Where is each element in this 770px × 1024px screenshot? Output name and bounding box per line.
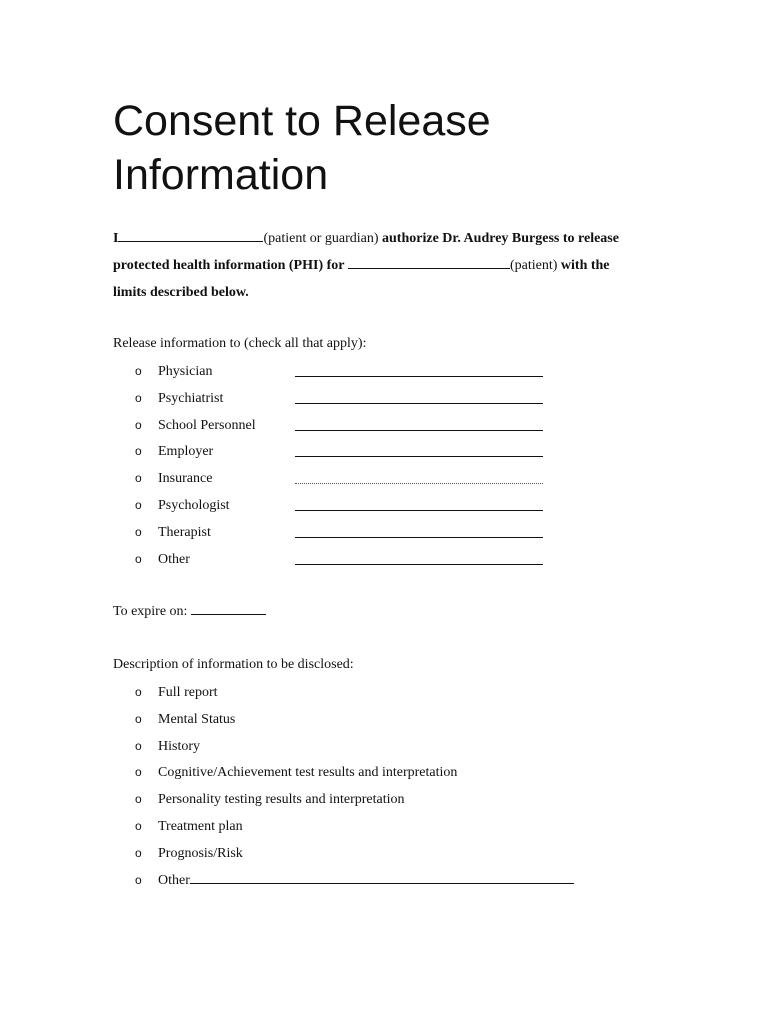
checkbox-bullet-icon[interactable]: o bbox=[135, 872, 142, 887]
phi-text: protected health information (PHI) for bbox=[113, 258, 345, 273]
checkbox-bullet-icon[interactable]: o bbox=[135, 364, 142, 378]
checkbox-bullet-icon[interactable]: o bbox=[135, 417, 142, 432]
limits-text: limits described below. bbox=[113, 285, 249, 300]
expire-label: To expire on: bbox=[113, 604, 188, 619]
option-label: School Personnel bbox=[158, 417, 256, 433]
release-to-list bbox=[135, 362, 595, 576]
expire-date-field[interactable] bbox=[191, 602, 266, 615]
option-label: Insurance bbox=[158, 471, 213, 487]
description-option-prognosis-risk[interactable] bbox=[135, 844, 595, 871]
release-option-therapist[interactable] bbox=[135, 523, 595, 550]
option-label: Other bbox=[158, 872, 190, 888]
checkbox-bullet-icon[interactable]: o bbox=[135, 711, 142, 726]
title-line-1: Consent to Release bbox=[113, 97, 491, 145]
checkbox-bullet-icon[interactable]: o bbox=[135, 524, 142, 539]
checkbox-bullet-icon[interactable]: o bbox=[135, 818, 142, 833]
checkbox-bullet-icon[interactable]: o bbox=[135, 738, 142, 753]
option-label: Prognosis/Risk bbox=[158, 845, 243, 861]
option-label: Personality testing results and interpretation bbox=[158, 792, 405, 808]
checkbox-bullet-icon[interactable]: o bbox=[135, 551, 142, 566]
option-label: Psychologist bbox=[158, 497, 230, 513]
employer-name-field[interactable] bbox=[295, 456, 543, 457]
description-option-other[interactable] bbox=[135, 871, 595, 898]
insurance-name-field[interactable] bbox=[295, 483, 543, 484]
description-option-treatment-plan[interactable] bbox=[135, 817, 595, 844]
authorization-paragraph bbox=[113, 225, 673, 306]
release-option-employer[interactable] bbox=[135, 442, 595, 469]
other-name-field[interactable] bbox=[295, 564, 543, 565]
checkbox-bullet-icon[interactable]: o bbox=[135, 685, 142, 699]
authorization-line-1 bbox=[113, 225, 673, 252]
option-label: History bbox=[158, 738, 200, 754]
option-label: Employer bbox=[158, 444, 214, 460]
description-option-cognitive-achievement[interactable] bbox=[135, 763, 595, 790]
option-label: Other bbox=[158, 551, 190, 567]
option-label: Physician bbox=[158, 364, 213, 379]
page-title bbox=[113, 94, 491, 202]
description-option-mental-status[interactable] bbox=[135, 710, 595, 737]
therapist-name-field[interactable] bbox=[295, 537, 543, 538]
release-option-psychologist[interactable] bbox=[135, 496, 595, 523]
release-option-physician[interactable] bbox=[135, 362, 595, 389]
description-heading: Description of information to be disclosed: bbox=[113, 657, 354, 672]
authorization-line-2 bbox=[113, 252, 673, 279]
description-list bbox=[135, 683, 595, 897]
description-option-full-report[interactable] bbox=[135, 683, 595, 710]
school-personnel-name-field[interactable] bbox=[295, 430, 543, 431]
expire-row bbox=[113, 602, 266, 621]
release-to-heading: Release information to (check all that apply): bbox=[113, 336, 367, 351]
checkbox-bullet-icon[interactable]: o bbox=[135, 471, 142, 486]
release-option-school-personnel[interactable] bbox=[135, 416, 595, 443]
checkbox-bullet-icon[interactable]: o bbox=[135, 765, 142, 780]
description-option-personality-testing[interactable] bbox=[135, 790, 595, 817]
option-label: Full report bbox=[158, 685, 218, 700]
option-label: Therapist bbox=[158, 524, 211, 540]
option-label: Psychiatrist bbox=[158, 390, 224, 406]
with-the-text: with the bbox=[560, 258, 610, 273]
checkbox-bullet-icon[interactable]: o bbox=[135, 444, 142, 459]
authorize-text: authorize Dr. Audrey Burgess to release bbox=[382, 231, 619, 246]
release-option-other[interactable] bbox=[135, 550, 595, 577]
option-label: Treatment plan bbox=[158, 818, 243, 834]
title-line-2: Information bbox=[113, 151, 329, 199]
release-option-insurance[interactable] bbox=[135, 469, 595, 496]
physician-name-field[interactable] bbox=[295, 376, 543, 377]
option-label: Mental Status bbox=[158, 711, 236, 727]
authorization-i: I bbox=[113, 231, 119, 246]
checkbox-bullet-icon[interactable]: o bbox=[135, 845, 142, 860]
checkbox-bullet-icon[interactable]: o bbox=[135, 390, 142, 405]
patient-label: (patient) bbox=[509, 258, 558, 273]
option-label: Cognitive/Achievement test results and interpretation bbox=[158, 765, 458, 781]
checkbox-bullet-icon[interactable]: o bbox=[135, 497, 142, 512]
psychologist-name-field[interactable] bbox=[295, 510, 543, 511]
psychiatrist-name-field[interactable] bbox=[295, 403, 543, 404]
patient-or-guardian-name-field[interactable] bbox=[118, 229, 263, 242]
patient-name-field[interactable] bbox=[348, 256, 510, 269]
checkbox-bullet-icon[interactable]: o bbox=[135, 792, 142, 807]
description-option-history[interactable] bbox=[135, 737, 595, 764]
description-other-field[interactable] bbox=[190, 871, 574, 884]
patient-or-guardian-label: (patient or guardian) bbox=[263, 231, 379, 246]
release-option-psychiatrist[interactable] bbox=[135, 389, 595, 416]
